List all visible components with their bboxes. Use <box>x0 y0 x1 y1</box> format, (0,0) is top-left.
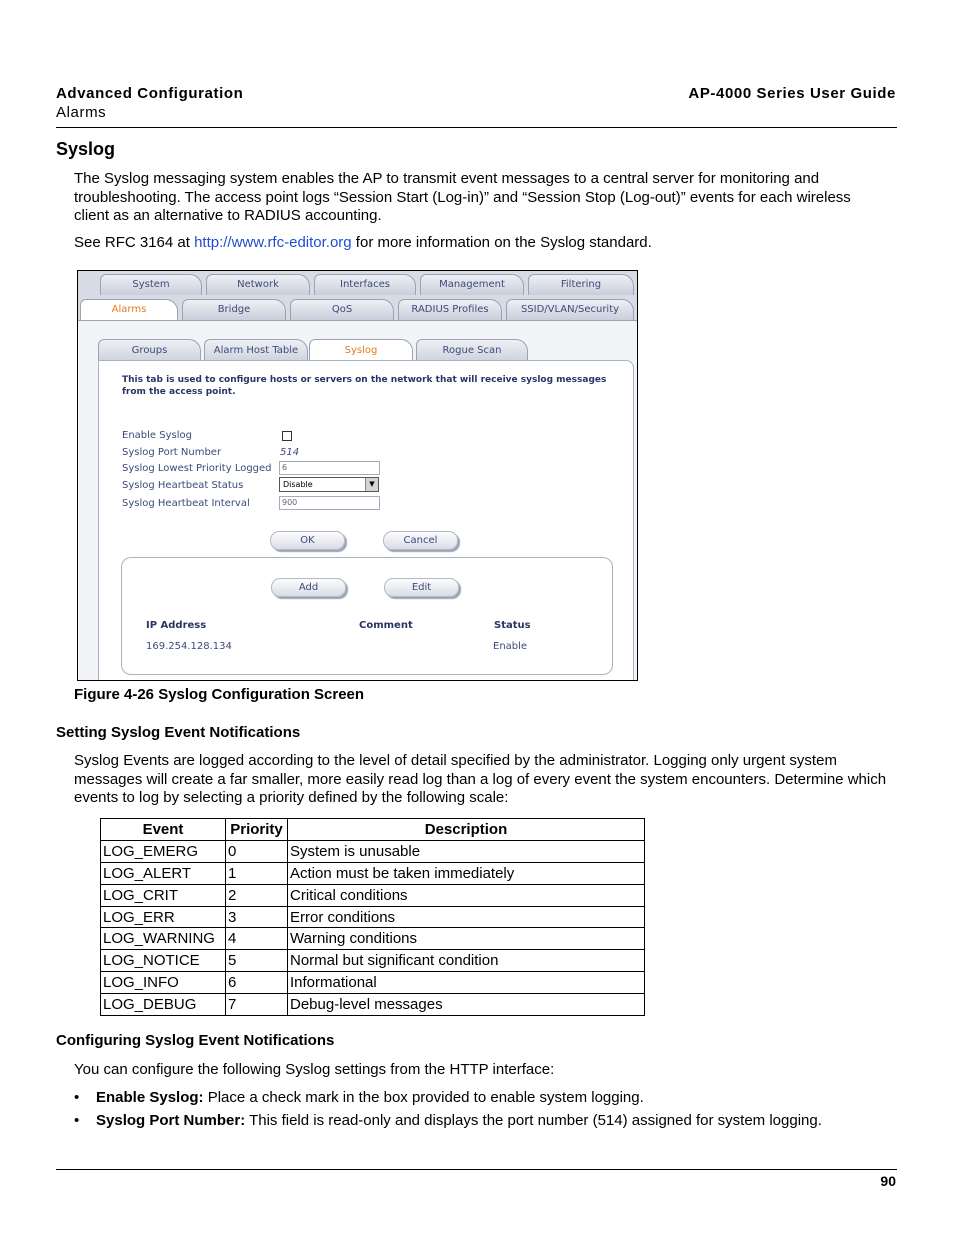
bullet-text: Place a check mark in the box provided to enable system logging. <box>203 1089 644 1106</box>
dropdown-arrow-icon[interactable]: ▼ <box>365 478 378 491</box>
bullet-term: Syslog Port Number: <box>96 1112 246 1129</box>
syslog-heading: Syslog <box>56 139 116 159</box>
description-cell: Informational <box>288 972 645 994</box>
alarm-subtab-row <box>98 339 618 361</box>
heartbeat-status-value: Disable <box>283 480 313 489</box>
description-cell: Normal but significant condition <box>288 950 645 972</box>
enable-syslog-checkbox[interactable] <box>282 431 292 441</box>
footer-rule <box>56 1169 897 1170</box>
bullet-enable-syslog <box>96 1089 896 1106</box>
priority-cell: 1 <box>226 862 288 884</box>
tab-qos[interactable]: QoS <box>290 299 394 320</box>
header-section: Advanced Configuration <box>56 85 244 102</box>
event-cell: LOG_NOTICE <box>101 950 226 972</box>
configuring-paragraph: You can configure the following Syslog settings from the HTTP interface: <box>74 1061 555 1078</box>
header-subsection: Alarms <box>56 104 107 121</box>
tab-network[interactable]: Network <box>206 274 310 295</box>
heartbeat-interval-input[interactable]: 900 <box>279 496 380 510</box>
table-row <box>101 906 645 928</box>
priority-cell: 4 <box>226 928 288 950</box>
table-row <box>101 972 645 994</box>
event-cell: LOG_INFO <box>101 972 226 994</box>
comment-column-header: Comment <box>359 620 413 631</box>
event-cell: LOG_DEBUG <box>101 994 226 1016</box>
tab-alarms[interactable]: Alarms <box>80 299 178 320</box>
table-header-row <box>101 819 645 841</box>
priority-cell: 7 <box>226 994 288 1016</box>
rfc-text-pre: See RFC 3164 at <box>74 234 195 251</box>
table-row <box>101 994 645 1016</box>
tab-radius-profiles[interactable]: RADIUS Profiles <box>398 299 502 320</box>
description-header: Description <box>288 819 645 841</box>
setting-heading: Setting Syslog Event Notifications <box>56 724 301 741</box>
table-row <box>101 862 645 884</box>
table-row <box>101 840 645 862</box>
setting-paragraph: Syslog Events are logged according to the level of detail specified by the administrator. Logging only urgent system messages will create a far smaller, more easily read log than a log of every event the system encounters. Determine which events to log by selecting a priority defined by the following scale: <box>74 752 887 807</box>
cancel-button[interactable]: Cancel <box>383 531 458 550</box>
description-cell: Warning conditions <box>288 928 645 950</box>
event-cell: LOG_ERR <box>101 906 226 928</box>
bullet-icon: • <box>74 1089 80 1106</box>
panel-intro-text: This tab is used to configure hosts or servers on the network that will receive syslog messages from the access point. <box>122 375 607 397</box>
syslog-port-value: 514 <box>280 447 300 458</box>
heartbeat-status-select[interactable] <box>279 477 379 492</box>
enable-syslog-label: Enable Syslog <box>122 430 192 441</box>
bullet-syslog-port <box>96 1112 896 1129</box>
tab-ssid-vlan-security[interactable]: SSID/VLAN/Security <box>506 299 634 320</box>
description-cell: Error conditions <box>288 906 645 928</box>
tab-interfaces[interactable]: Interfaces <box>314 274 416 295</box>
table-row <box>101 950 645 972</box>
priority-header: Priority <box>226 819 288 841</box>
subtab-rogue-scan[interactable]: Rogue Scan <box>416 339 528 361</box>
table-row <box>101 928 645 950</box>
event-cell: LOG_ALERT <box>101 862 226 884</box>
event-header: Event <box>101 819 226 841</box>
tab-filtering[interactable]: Filtering <box>528 274 634 295</box>
tab-management[interactable]: Management <box>420 274 524 295</box>
header-guide-title: AP-4000 Series User Guide <box>688 85 896 102</box>
priority-cell: 2 <box>226 884 288 906</box>
heartbeat-interval-label: Syslog Heartbeat Interval <box>122 498 250 509</box>
syslog-host-list <box>121 557 613 675</box>
rfc-editor-link[interactable]: http://www.rfc-editor.org <box>194 234 352 251</box>
main-tab-row-2 <box>78 296 637 321</box>
heartbeat-status-label: Syslog Heartbeat Status <box>122 480 244 491</box>
syslog-config-screenshot <box>77 270 638 681</box>
priority-logged-label: Syslog Lowest Priority Logged <box>122 463 272 474</box>
tab-bridge[interactable]: Bridge <box>182 299 286 320</box>
tab-system[interactable]: System <box>100 274 202 295</box>
priority-cell: 5 <box>226 950 288 972</box>
bullet-icon: • <box>74 1112 80 1129</box>
priority-cell: 3 <box>226 906 288 928</box>
bullet-term: Enable Syslog: <box>96 1089 204 1106</box>
priority-logged-input[interactable]: 6 <box>279 461 380 475</box>
edit-button[interactable]: Edit <box>384 578 459 597</box>
ip-address-column-header: IP Address <box>146 620 207 631</box>
rfc-text-post: for more information on the Syslog standard. <box>351 234 652 251</box>
ok-button[interactable]: OK <box>270 531 345 550</box>
rfc-paragraph <box>74 234 889 253</box>
event-cell: LOG_EMERG <box>101 840 226 862</box>
bullet-text: This field is read-only and displays the port number (514) assigned for system logging. <box>245 1112 822 1129</box>
priority-cell: 6 <box>226 972 288 994</box>
description-cell: Critical conditions <box>288 884 645 906</box>
main-tab-row-1 <box>78 271 637 296</box>
priority-table <box>100 818 645 1016</box>
figure-caption: Figure 4-26 Syslog Configuration Screen <box>74 686 365 703</box>
page-number: 90 <box>880 1173 896 1189</box>
header-rule <box>56 127 897 128</box>
description-cell: Action must be taken immediately <box>288 862 645 884</box>
subtab-syslog[interactable]: Syslog <box>309 339 413 361</box>
event-cell: LOG_WARNING <box>101 928 226 950</box>
host-status-cell[interactable]: Enable <box>493 641 528 652</box>
description-cell: System is unusable <box>288 840 645 862</box>
event-cell: LOG_CRIT <box>101 884 226 906</box>
status-column-header: Status <box>494 620 531 631</box>
subtab-alarm-host-table[interactable]: Alarm Host Table <box>204 339 308 361</box>
subtab-groups[interactable]: Groups <box>98 339 201 361</box>
host-ip-cell[interactable]: 169.254.128.134 <box>146 641 232 652</box>
syslog-port-label: Syslog Port Number <box>122 447 222 458</box>
syslog-intro-paragraph: The Syslog messaging system enables the AP to transmit event messages to a central server for monitoring and troubleshooting. The access point logs “Session Start (Log-in)” and “Session Stop (Log-out)” events for each wireless client as an alternative to RADIUS accounting. <box>74 170 851 225</box>
configuring-heading: Configuring Syslog Event Notifications <box>56 1032 335 1049</box>
add-button[interactable]: Add <box>271 578 346 597</box>
table-row <box>101 884 645 906</box>
syslog-panel <box>98 360 634 681</box>
priority-cell: 0 <box>226 840 288 862</box>
description-cell: Debug-level messages <box>288 994 645 1016</box>
